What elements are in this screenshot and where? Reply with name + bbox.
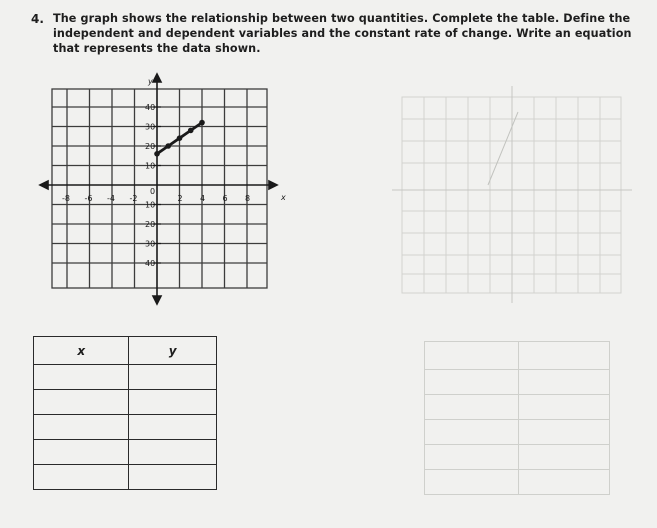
axes — [40, 74, 277, 304]
table-cell-y[interactable] — [129, 415, 217, 440]
table-row — [34, 440, 217, 465]
question-text-line-1: The graph shows the relationship between two quantities. Complete the table. Define the — [53, 12, 631, 25]
answer-table — [33, 336, 217, 490]
question-number: 4. — [31, 12, 44, 26]
data-point — [165, 143, 171, 149]
table-row — [34, 465, 217, 490]
x-tick-label: -2 — [129, 194, 138, 203]
table-row — [34, 365, 217, 390]
y-tick-label: 10 — [145, 200, 156, 210]
data-point — [177, 135, 183, 141]
table-row — [34, 390, 217, 415]
table-cell-x[interactable] — [34, 415, 129, 440]
x-tick-label: 8 — [245, 194, 251, 203]
table-cell-y[interactable] — [129, 390, 217, 415]
table-cell-y[interactable] — [129, 440, 217, 465]
y-axis-arrow-bottom — [153, 296, 161, 304]
bleed-through-table — [424, 341, 610, 495]
x-tick-label: 2 — [177, 194, 183, 203]
origin-label: 0 — [150, 187, 156, 196]
table-header-y: y — [129, 337, 217, 365]
x-tick-label: -6 — [84, 194, 93, 203]
y-tick-label: 10 — [145, 161, 156, 171]
table-cell-y[interactable] — [129, 465, 217, 490]
x-axis-label: x — [281, 193, 286, 202]
x-tick-label: 4 — [200, 194, 206, 203]
data-point — [199, 120, 205, 126]
table-header-x: x — [34, 337, 129, 365]
x-tick-label: -4 — [107, 194, 115, 203]
data-point — [154, 151, 160, 157]
y-tick-label: 20 — [145, 220, 156, 229]
question-text-line-3: that represents the data shown. — [53, 42, 261, 55]
y-tick-label: 30 — [145, 122, 156, 132]
data-point — [188, 128, 194, 134]
table-row — [34, 415, 217, 440]
y-axis-arrow-top — [153, 74, 161, 82]
table-cell-y[interactable] — [129, 365, 217, 390]
x-tick-label: 6 — [222, 194, 228, 203]
grid-lines — [52, 89, 267, 288]
y-axis-label: y — [148, 77, 153, 86]
y-tick-label: 30 — [145, 239, 156, 249]
table-cell-x[interactable] — [34, 440, 129, 465]
grid-border — [52, 89, 267, 288]
y-tick-label: 40 — [145, 259, 156, 268]
x-axis-arrow-left — [40, 181, 48, 189]
table-cell-x[interactable] — [34, 465, 129, 490]
table-cell-x[interactable] — [34, 365, 129, 390]
question-text-line-2: independent and dependent variables and the constant rate of change. Write an equation — [53, 27, 632, 40]
x-tick-label: -8 — [62, 194, 70, 203]
y-tick-label: 20 — [145, 142, 156, 151]
table-cell-x[interactable] — [34, 390, 129, 415]
x-axis-arrow-right — [269, 181, 277, 189]
y-tick-label: 40 — [145, 103, 156, 112]
